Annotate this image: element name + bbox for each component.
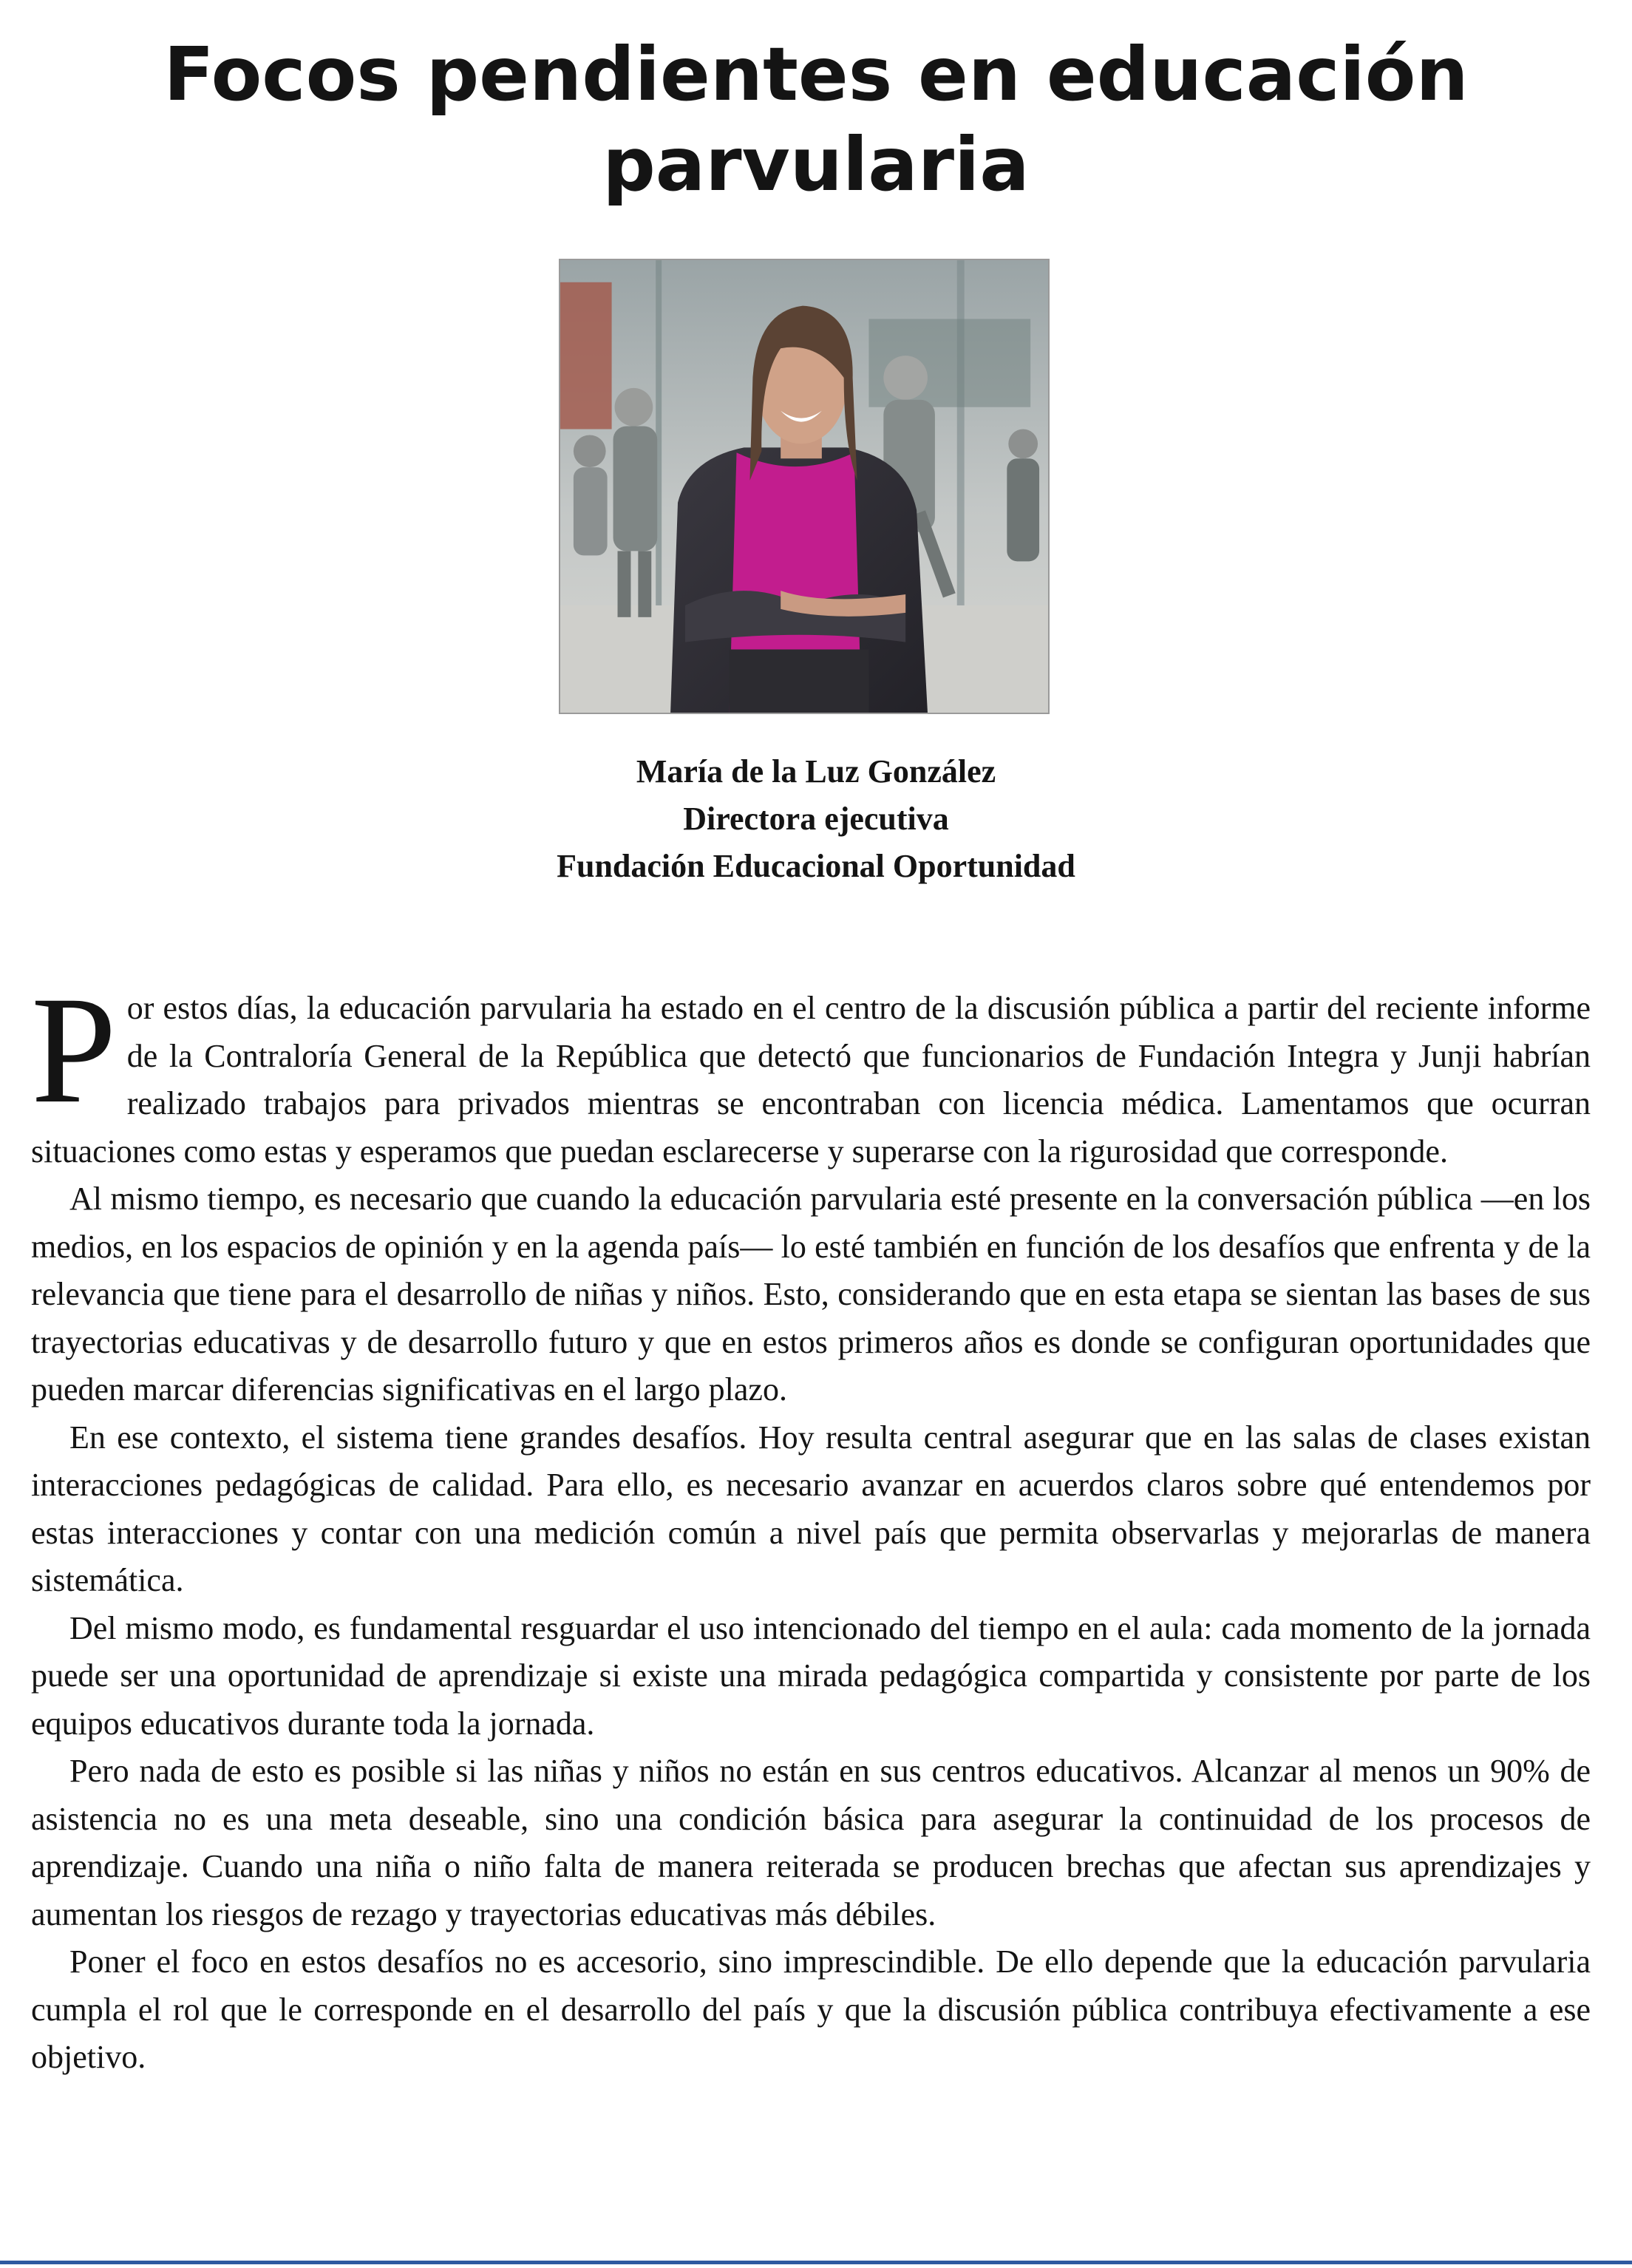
headline-line-1: Focos pendientes en educación [163,31,1469,118]
article-paragraph: En ese contexto, el sistema tiene grandes desafíos. Hoy resulta central asegurar que en las salas de clases existan interacciones pedagógicas de calidad. Para ello, es necesario avanzar en acuerdos claros sobre qué entendemos por estas interacciones y contar con una medición común a nivel país que permita observarlas y mejorarlas de manera sistemática. [31,1419,1591,1598]
headline-line-2: parvularia [602,121,1030,208]
bottom-rule [0,2261,1632,2264]
author-role: Directora ejecutiva [683,801,949,837]
author-photo [559,259,1050,714]
drop-cap: P [31,965,117,1135]
article-paragraph: Al mismo tiempo, es necesario que cuando la educación parvularia esté presente en la conversación pública —en los medios, en los espacios de opinión y en la agenda país— lo esté también en función de los desafíos que enfrenta y de la relevancia que tiene para el desarrollo de niñas y niños. Esto, considerando que en esta etapa se sientan las bases de sus trayectorias educativas y de desarrollo futuro y que en estos primeros años es donde se configuran oportunidades que pueden marcar diferencias significativas en el largo plazo. [31,1181,1591,1408]
article-body [31,965,1591,2082]
article-paragraph: Poner el foco en estos desafíos no es accesorio, sino imprescindible. De ello depende que la educación parvularia cumpla el rol que le corresponde en el desarrollo del país y que la discusión pública contribuya efectivamente a ese objetivo. [31,1943,1591,2075]
article-paragraph: Del mismo modo, es fundamental resguardar el uso intencionado del tiempo en el aula: cada momento de la jornada puede ser una oportunidad de aprendizaje si existe una mirada pedagógica compartida y consistente por parte de los equipos educativos durante toda la jornada. [31,1609,1591,1742]
author-byline [0,748,1632,890]
author-organization: Fundación Educacional Oportunidad [557,848,1075,884]
article-paragraph: Pero nada de esto es posible si las niñas y niños no están en sus centros educativos. Alcanzar al menos un 90% de asistencia no es una meta deseable, sino una condición básica para asegurar la continuidad de los procesos de aprendizaje. Cuando una niña o niño falta de manera reiterada se producen brechas que afectan sus aprendizajes y aumentan los riesgos de rezago y trayectorias educativas más débiles. [31,1753,1591,1932]
headline [0,30,1632,210]
author-name: María de la Luz González [636,753,996,790]
article-paragraph [31,965,1591,1175]
paragraph-text: or estos días, la educación parvularia ha estado en el centro de la discusión pública a partir del reciente informe de la Contraloría General de la República que detectó que funcionarios de Fundación Integra y Junji habrían realizado trabajos para privados mientras se encontraban con licencia médica. Lamentamos que ocurran situaciones como estas y esperamos que puedan esclarecerse y superarse con la rigurosidad que corresponde. [31,990,1591,1169]
